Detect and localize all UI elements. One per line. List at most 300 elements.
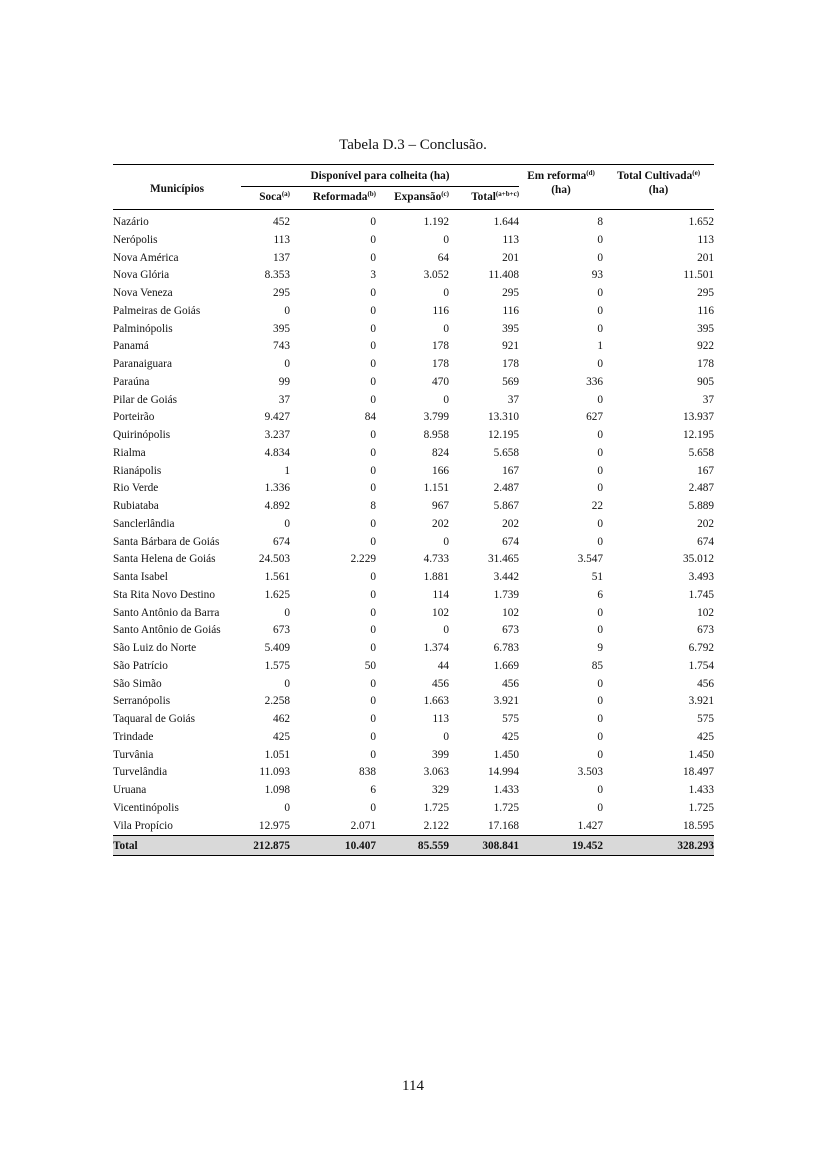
cell-reformada: 6 [370, 784, 376, 796]
total-soca: 212.875 [241, 836, 290, 856]
cell-total: 1.433 [493, 784, 520, 796]
cell-soca: 9.427 [264, 411, 290, 424]
cell-municipio: Turvelândia [113, 766, 168, 779]
cell-total-cultivada: 2.487 [688, 482, 715, 495]
table-row [113, 640, 714, 658]
table-body [113, 210, 714, 836]
cell-total-cultivada: 1.450 [688, 748, 715, 761]
cell-em-reforma: 9 [597, 642, 604, 654]
cell-em-reforma: 0 [597, 517, 604, 530]
cell-reformada: 0 [370, 624, 376, 637]
cell-municipio: Paranaiguara [113, 358, 172, 370]
header-expansao-label: Expansão [394, 191, 442, 203]
cell-em-reforma: 1 [597, 340, 604, 353]
cell-expansao: 0 [443, 730, 449, 743]
page-number: 114 [402, 1078, 424, 1094]
cell-total: 575 [502, 713, 520, 725]
cell-total-cultivada: 167 [697, 464, 715, 477]
cell-em-reforma: 51 [591, 571, 604, 583]
table-caption: Tabela D.3 – Conclusão. [339, 137, 487, 153]
cell-municipio: Santa Helena de Goiás [113, 553, 216, 566]
cell-reformada: 0 [370, 748, 376, 761]
data-table [113, 164, 714, 856]
cell-total-cultivada: 673 [697, 624, 715, 637]
cell-reformada: 0 [370, 251, 376, 264]
cell-soca: 137 [273, 251, 290, 264]
cell-reformada: 0 [370, 713, 376, 725]
cell-em-reforma: 1.427 [577, 819, 604, 832]
header-total-cultivada-label: Total Cultivada [617, 170, 693, 182]
cell-total-cultivada: 113 [697, 233, 715, 246]
table-row [113, 303, 714, 321]
cell-municipio: Nova Veneza [113, 287, 173, 299]
cell-total-cultivada: 5.889 [688, 500, 715, 512]
header-total-cultivada-note: (e) [692, 169, 701, 177]
cell-total: 5.658 [493, 446, 520, 459]
cell-reformada: 0 [370, 375, 376, 388]
table-row [113, 587, 714, 605]
cell-expansao: 1.192 [423, 216, 449, 228]
cell-reformada: 0 [370, 535, 376, 548]
cell-soca: 743 [273, 340, 290, 353]
cell-expansao: 64 [437, 251, 449, 264]
cell-municipio: Nova América [113, 251, 179, 264]
cell-municipio: Nerópolis [113, 233, 158, 246]
cell-em-reforma: 0 [597, 624, 604, 637]
cell-reformada: 0 [370, 482, 376, 495]
cell-expansao: 1.663 [423, 695, 449, 708]
total-total: 308.841 [449, 836, 519, 856]
cell-soca: 673 [273, 624, 290, 637]
cell-em-reforma: 22 [591, 500, 604, 512]
cell-em-reforma: 0 [597, 464, 604, 477]
table-row [113, 534, 714, 552]
cell-expansao: 0 [443, 393, 449, 406]
header-reformada [290, 187, 376, 210]
cell-soca: 295 [273, 287, 290, 299]
cell-em-reforma: 0 [597, 713, 604, 725]
cell-total-cultivada: 18.595 [682, 819, 715, 832]
total-expansao: 85.559 [376, 836, 449, 856]
cell-expansao: 0 [443, 233, 449, 246]
table-row [113, 250, 714, 268]
cell-total-cultivada: 674 [697, 535, 715, 548]
cell-expansao: 3.052 [423, 269, 449, 282]
cell-soca: 99 [278, 375, 290, 388]
cell-reformada: 0 [370, 304, 376, 317]
table-row [113, 569, 714, 587]
total-cultivada: 328.293 [603, 836, 714, 856]
cell-total: 395 [502, 322, 520, 335]
cell-reformada: 0 [370, 606, 376, 619]
cell-expansao: 178 [432, 358, 449, 370]
table-row [113, 392, 714, 410]
cell-reformada: 838 [359, 766, 376, 779]
cell-total-cultivada: 1.652 [688, 216, 715, 228]
cell-em-reforma: 85 [591, 659, 604, 672]
cell-soca: 37 [278, 393, 290, 406]
cell-em-reforma: 3.547 [577, 553, 604, 566]
cell-em-reforma: 0 [597, 784, 604, 796]
table-row [113, 622, 714, 640]
cell-municipio: São Luiz do Norte [113, 642, 197, 654]
cell-reformada: 0 [370, 287, 376, 299]
cell-expansao: 166 [432, 464, 449, 477]
cell-reformada: 0 [370, 233, 376, 246]
cell-soca: 3.237 [264, 429, 290, 441]
cell-total-cultivada: 6.792 [688, 642, 715, 654]
cell-total-cultivada: 116 [697, 304, 715, 317]
cell-reformada: 2.229 [350, 553, 376, 566]
total-label: Total [113, 836, 241, 856]
cell-total-cultivada: 178 [697, 358, 715, 370]
table-row [113, 498, 714, 516]
cell-soca: 113 [273, 233, 290, 246]
cell-municipio: Vila Propício [113, 819, 173, 832]
cell-total: 1.644 [493, 216, 520, 228]
header-total-note: (a+b+c) [495, 190, 520, 198]
cell-total: 201 [502, 251, 520, 264]
table-row [113, 551, 714, 569]
table-row [113, 374, 714, 392]
cell-soca: 8.353 [264, 269, 290, 282]
table-row [113, 356, 714, 374]
header-reformada-label: Reformada [312, 191, 368, 203]
cell-total: 13.310 [487, 411, 520, 424]
cell-em-reforma: 93 [591, 269, 604, 282]
cell-municipio: Porteirão [113, 411, 155, 424]
cell-soca: 1 [284, 464, 290, 477]
cell-total-cultivada: 1.725 [688, 801, 715, 814]
table-row [113, 445, 714, 463]
cell-total-cultivada: 905 [697, 375, 715, 388]
cell-total-cultivada: 11.501 [683, 269, 715, 282]
cell-expansao: 102 [432, 606, 449, 619]
table-row [113, 427, 714, 445]
table-row [113, 267, 714, 285]
cell-reformada: 0 [370, 730, 376, 743]
cell-expansao: 967 [432, 500, 449, 512]
cell-total: 116 [502, 304, 520, 317]
cell-total: 37 [507, 393, 520, 406]
cell-expansao: 8.958 [423, 429, 449, 441]
cell-total-cultivada: 1.433 [688, 784, 715, 796]
cell-total-cultivada: 18.497 [682, 766, 715, 779]
table-row [113, 676, 714, 694]
cell-municipio: Rialma [113, 446, 146, 459]
cell-reformada: 0 [370, 446, 376, 459]
cell-total: 31.465 [487, 553, 520, 566]
cell-expansao: 470 [432, 375, 449, 388]
cell-reformada: 0 [370, 464, 376, 477]
cell-em-reforma: 0 [597, 304, 604, 317]
cell-total-cultivada: 102 [697, 606, 715, 619]
total-em-reforma: 19.452 [519, 836, 603, 856]
cell-municipio: São Simão [113, 677, 162, 690]
cell-total: 167 [502, 464, 520, 477]
cell-em-reforma: 0 [597, 535, 604, 548]
cell-em-reforma: 0 [597, 677, 604, 690]
cell-reformada: 0 [370, 340, 376, 353]
cell-municipio: Santo Antônio da Barra [113, 606, 220, 619]
cell-total-cultivada: 922 [697, 340, 715, 353]
table-row [113, 764, 714, 782]
cell-expansao: 329 [432, 784, 449, 796]
cell-em-reforma: 336 [586, 375, 604, 388]
cell-municipio: Paraúna [113, 375, 150, 388]
total-reformada: 10.407 [290, 836, 376, 856]
cell-reformada: 0 [370, 358, 376, 370]
cell-municipio: Quirinópolis [113, 429, 171, 441]
cell-total: 6.783 [493, 642, 520, 654]
cell-expansao: 0 [443, 624, 449, 637]
cell-total: 5.867 [493, 500, 520, 512]
cell-total-cultivada: 1.745 [688, 588, 715, 601]
cell-soca: 4.892 [264, 500, 290, 512]
cell-reformada: 0 [370, 393, 376, 406]
header-total-label: Total [471, 191, 496, 203]
cell-expansao: 1.374 [423, 642, 449, 654]
header-total [449, 187, 519, 210]
cell-soca: 452 [273, 216, 290, 228]
cell-reformada: 0 [370, 517, 376, 530]
cell-municipio: Turvânia [113, 748, 154, 761]
header-municipios: Municípios [113, 165, 241, 210]
cell-em-reforma: 0 [597, 801, 604, 814]
cell-soca: 462 [273, 713, 290, 725]
cell-total: 3.442 [493, 571, 520, 583]
cell-expansao: 44 [437, 659, 449, 672]
cell-expansao: 456 [432, 677, 449, 690]
cell-total: 456 [502, 677, 520, 690]
cell-soca: 1.336 [264, 482, 290, 495]
header-em-reforma [519, 165, 603, 210]
cell-municipio: Palminópolis [113, 322, 173, 335]
table-row [113, 409, 714, 427]
cell-total-cultivada: 425 [697, 730, 715, 743]
cell-municipio: Rubiataba [113, 500, 159, 512]
table-row [113, 800, 714, 818]
cell-total-cultivada: 3.921 [688, 695, 715, 708]
table-row [113, 480, 714, 498]
cell-em-reforma: 8 [597, 216, 604, 228]
table-row [113, 658, 714, 676]
cell-reformada: 0 [370, 695, 376, 708]
cell-municipio: Nova Glória [113, 269, 170, 282]
table-row [113, 818, 714, 836]
header-em-reforma-label: Em reforma [527, 170, 587, 182]
table-row [113, 285, 714, 303]
cell-expansao: 202 [432, 517, 449, 530]
table-row [113, 711, 714, 729]
cell-reformada: 0 [370, 642, 376, 654]
cell-soca: 395 [273, 322, 290, 335]
cell-total: 1.725 [493, 801, 520, 814]
cell-em-reforma: 0 [597, 233, 604, 246]
cell-municipio: Rianápolis [113, 464, 162, 477]
cell-total: 11.408 [488, 269, 520, 282]
cell-total-cultivada: 37 [702, 393, 715, 406]
cell-total: 569 [502, 375, 520, 388]
cell-em-reforma: 0 [597, 695, 604, 708]
cell-total: 3.921 [493, 695, 520, 708]
table-row [113, 729, 714, 747]
cell-soca: 1.575 [264, 659, 290, 672]
cell-municipio: Panamá [113, 340, 149, 353]
cell-expansao: 0 [443, 322, 449, 335]
cell-total-cultivada: 13.937 [682, 411, 715, 424]
table-row [113, 747, 714, 765]
cell-em-reforma: 0 [597, 358, 604, 370]
table-row [113, 338, 714, 356]
cell-reformada: 84 [364, 411, 376, 424]
cell-soca: 674 [273, 535, 290, 548]
table-row [113, 210, 714, 232]
cell-soca: 0 [284, 304, 290, 317]
cell-reformada: 0 [370, 588, 376, 601]
cell-total: 1.669 [493, 659, 520, 672]
cell-soca: 1.051 [264, 748, 290, 761]
cell-municipio: Taquaral de Goiás [113, 713, 196, 725]
cell-reformada: 8 [370, 500, 376, 512]
cell-total: 673 [502, 624, 520, 637]
cell-em-reforma: 0 [597, 251, 604, 264]
cell-total-cultivada: 575 [697, 713, 715, 725]
cell-total-cultivada: 202 [697, 517, 715, 530]
cell-total-cultivada: 295 [697, 287, 715, 299]
header-soca [241, 187, 290, 210]
cell-soca: 0 [284, 677, 290, 690]
table-row [113, 463, 714, 481]
cell-soca: 24.503 [258, 553, 290, 566]
cell-total: 178 [502, 358, 520, 370]
cell-soca: 0 [284, 358, 290, 370]
cell-reformada: 0 [370, 677, 376, 690]
cell-total: 17.168 [487, 819, 520, 832]
cell-expansao: 3.063 [423, 766, 449, 779]
cell-municipio: Pilar de Goiás [113, 393, 178, 406]
cell-reformada: 0 [370, 801, 376, 814]
cell-em-reforma: 0 [597, 393, 604, 406]
cell-municipio: Vicentinópolis [113, 801, 179, 814]
cell-em-reforma: 6 [597, 588, 604, 601]
cell-reformada: 0 [370, 571, 376, 583]
cell-municipio: Sta Rita Novo Destino [113, 588, 215, 601]
cell-soca: 0 [284, 606, 290, 619]
cell-reformada: 3 [370, 269, 376, 282]
cell-em-reforma: 0 [597, 482, 604, 495]
cell-total: 102 [502, 606, 520, 619]
cell-total: 295 [502, 287, 520, 299]
cell-reformada: 2.071 [350, 819, 376, 832]
cell-soca: 1.561 [264, 571, 290, 583]
cell-total-cultivada: 456 [697, 677, 715, 690]
cell-total: 2.487 [493, 482, 520, 495]
table-row [113, 782, 714, 800]
cell-reformada: 0 [370, 429, 376, 441]
cell-municipio: Nazário [113, 216, 149, 228]
header-total-cultivada-unit: (ha) [648, 184, 669, 196]
cell-soca: 11.093 [259, 766, 290, 779]
cell-soca: 0 [284, 517, 290, 530]
cell-municipio: Santa Bárbara de Goiás [113, 535, 220, 548]
cell-expansao: 1.881 [423, 571, 449, 583]
table-row [113, 321, 714, 339]
cell-expansao: 113 [432, 713, 449, 725]
cell-municipio: São Patrício [113, 659, 168, 672]
header-total-cultivada [603, 165, 714, 210]
cell-em-reforma: 0 [597, 606, 604, 619]
cell-em-reforma: 0 [597, 429, 604, 441]
cell-reformada: 0 [370, 322, 376, 335]
cell-expansao: 178 [432, 340, 449, 353]
cell-total-cultivada: 1.754 [688, 659, 715, 672]
cell-soca: 425 [273, 730, 290, 743]
header-row-1 [113, 165, 714, 187]
cell-em-reforma: 0 [597, 287, 604, 299]
cell-soca: 1.098 [264, 784, 290, 796]
cell-expansao: 0 [443, 535, 449, 548]
cell-total: 14.994 [487, 766, 520, 779]
cell-total-cultivada: 5.658 [688, 446, 715, 459]
cell-em-reforma: 0 [597, 322, 604, 335]
cell-expansao: 116 [432, 304, 449, 317]
cell-em-reforma: 0 [597, 730, 604, 743]
cell-expansao: 114 [432, 588, 449, 601]
table-row [113, 516, 714, 534]
cell-expansao: 0 [443, 287, 449, 299]
cell-total-cultivada: 35.012 [682, 553, 715, 566]
header-em-reforma-note: (d) [586, 169, 595, 177]
cell-municipio: Uruana [113, 784, 147, 796]
cell-soca: 4.834 [264, 446, 290, 459]
table-row [113, 232, 714, 250]
cell-total: 425 [502, 730, 520, 743]
cell-municipio: Rio Verde [113, 482, 159, 495]
cell-municipio: Trindade [113, 730, 154, 743]
cell-soca: 12.975 [258, 819, 290, 832]
header-expansao-note: (c) [441, 190, 449, 198]
header-soca-note: (a) [281, 190, 290, 198]
cell-em-reforma: 0 [597, 446, 604, 459]
cell-em-reforma: 627 [586, 411, 604, 424]
cell-municipio: Santo Antônio de Goiás [113, 624, 221, 637]
header-expansao [376, 187, 449, 210]
cell-expansao: 4.733 [423, 553, 449, 566]
cell-total: 202 [502, 517, 520, 530]
cell-total: 921 [502, 340, 520, 353]
cell-municipio: Serranópolis [113, 695, 171, 708]
cell-municipio: Sanclerlândia [113, 517, 175, 530]
cell-expansao: 399 [432, 748, 449, 761]
header-disponivel-group: Disponível para colheita (ha) [241, 165, 519, 187]
cell-soca: 1.625 [264, 588, 290, 601]
cell-municipio: Santa Isabel [113, 571, 168, 583]
cell-total: 1.739 [493, 588, 520, 601]
cell-total: 674 [502, 535, 520, 548]
cell-total-cultivada: 395 [697, 322, 715, 335]
cell-total-cultivada: 12.195 [682, 429, 715, 441]
cell-total: 113 [502, 233, 520, 246]
cell-soca: 5.409 [264, 642, 290, 654]
cell-reformada: 0 [370, 216, 376, 228]
cell-expansao: 3.799 [423, 411, 449, 424]
header-em-reforma-unit: (ha) [551, 184, 571, 196]
cell-expansao: 2.122 [423, 819, 449, 832]
table-row [113, 605, 714, 623]
cell-total: 12.195 [487, 429, 520, 441]
cell-reformada: 50 [364, 659, 376, 672]
